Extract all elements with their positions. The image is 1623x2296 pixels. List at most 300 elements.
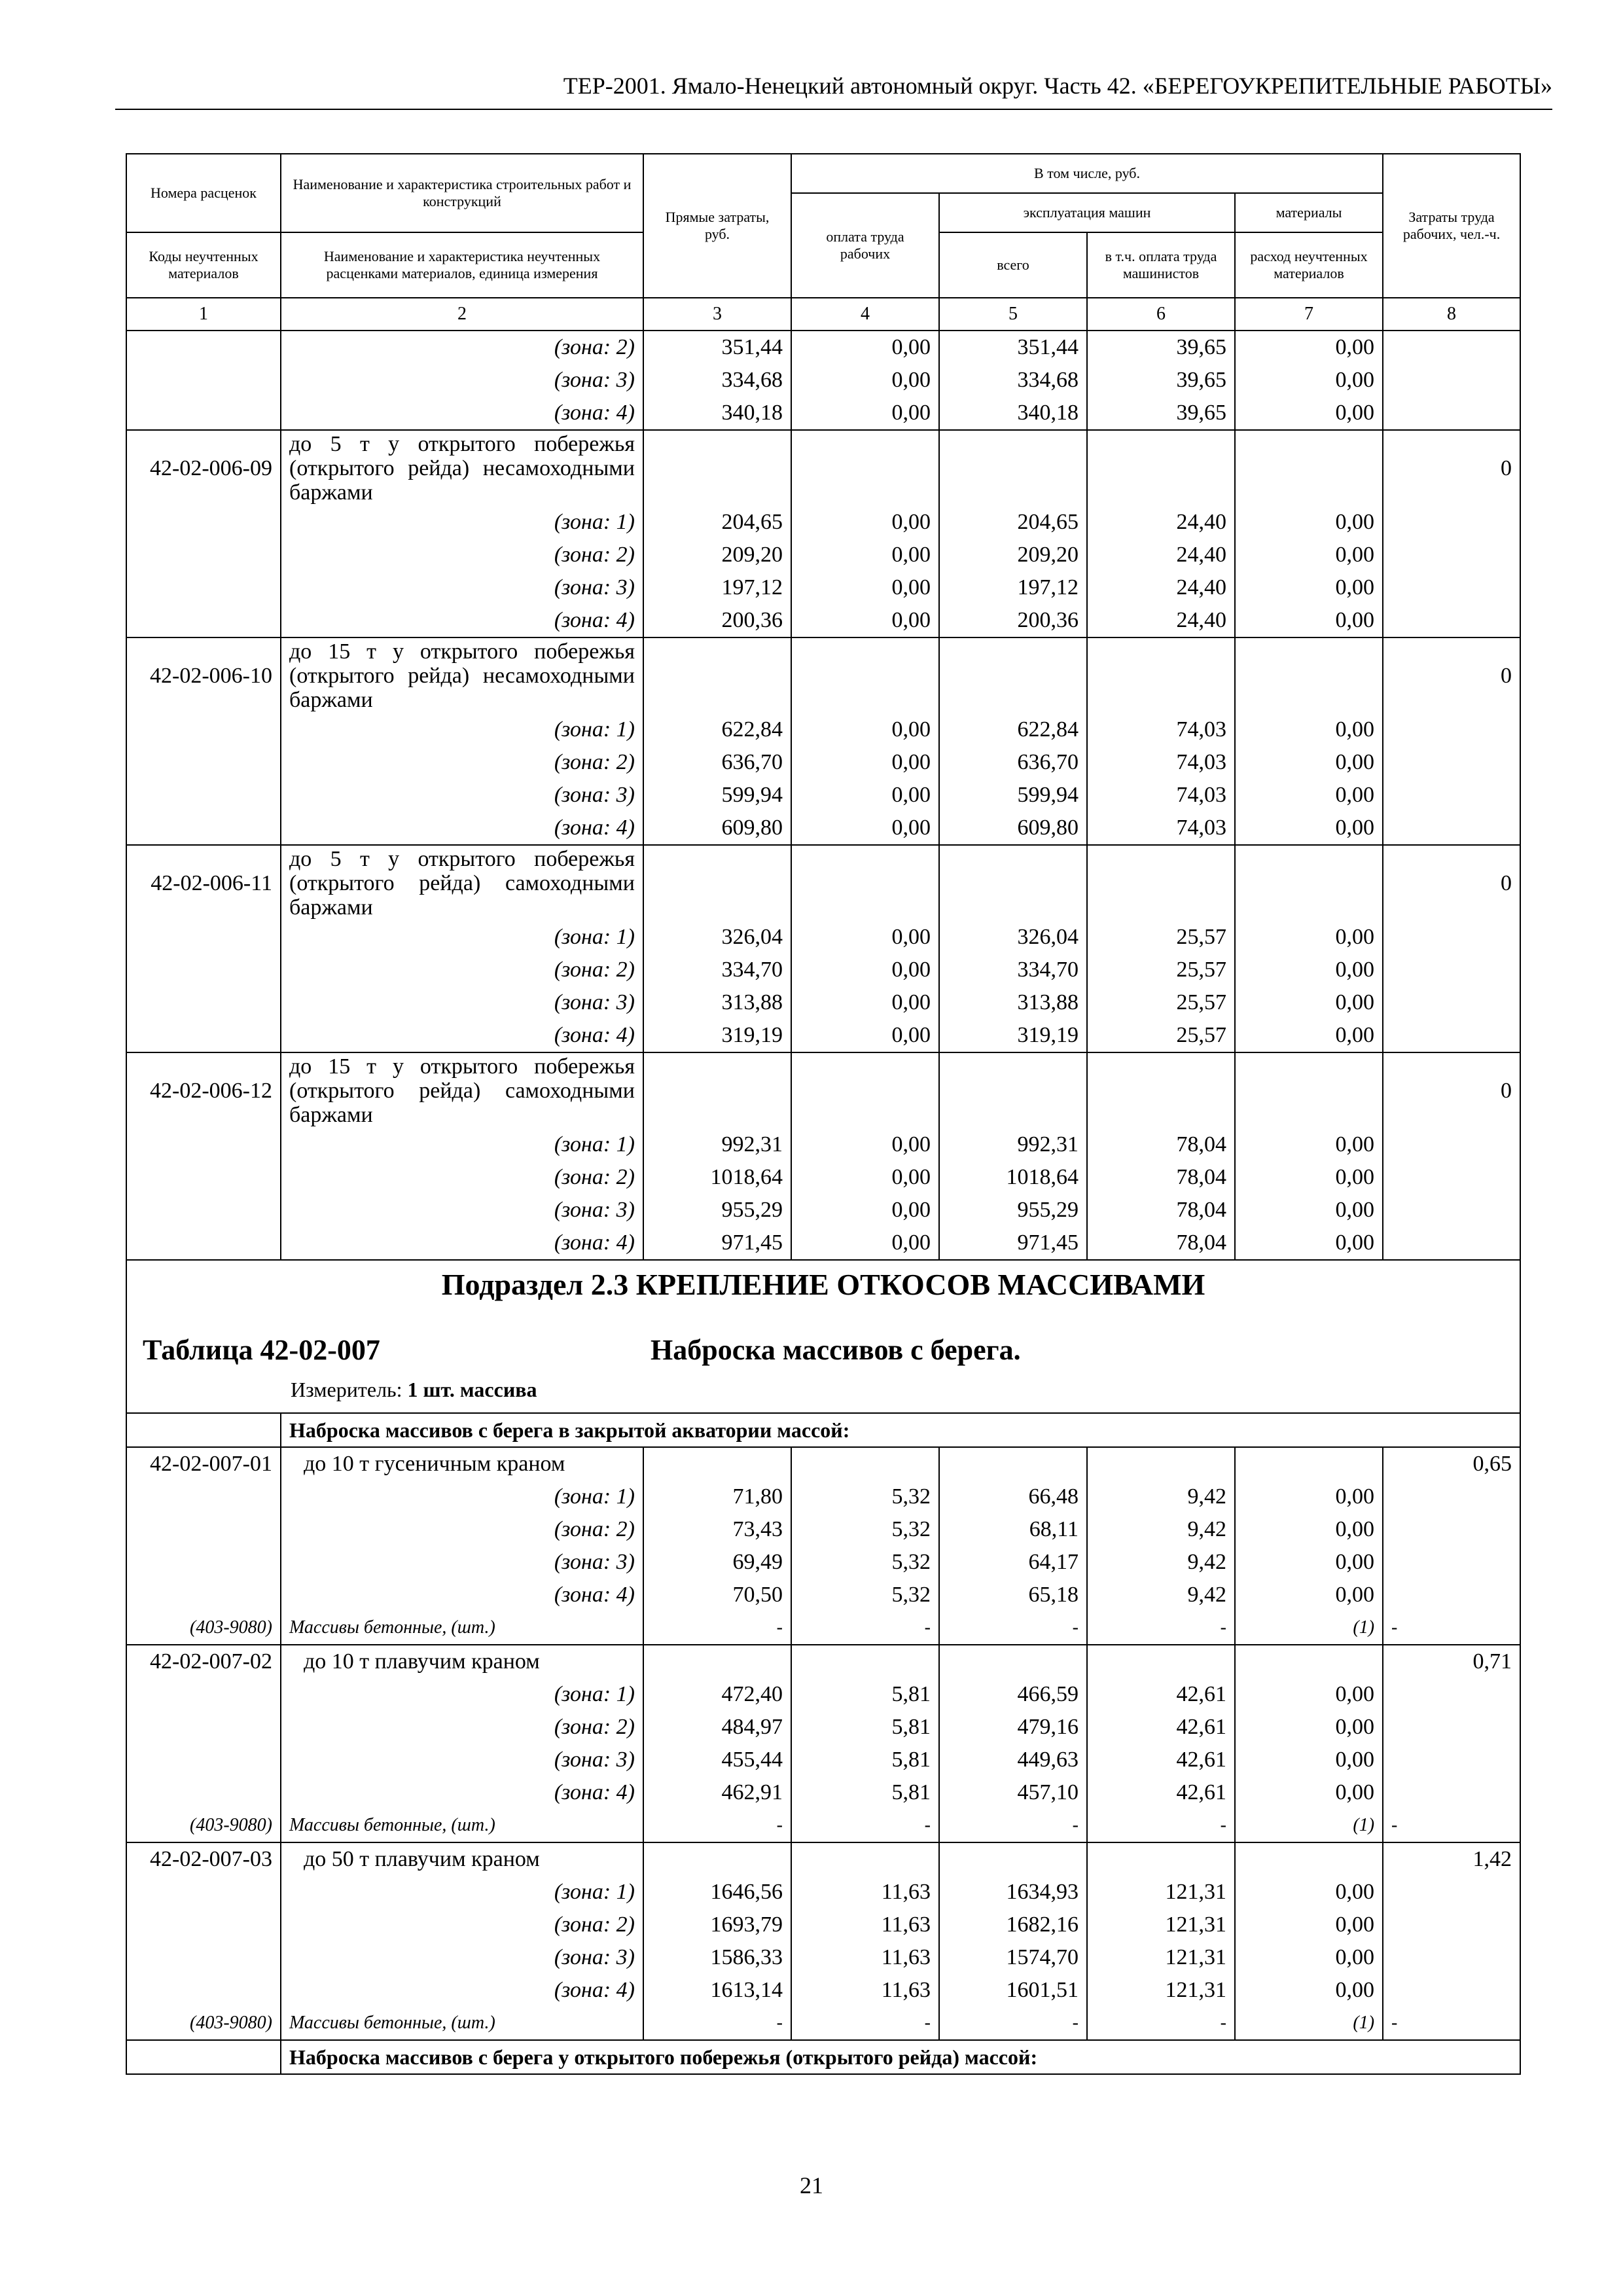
direct-costs-value: 1693,79: [643, 1909, 791, 1941]
table-label: Таблица 42-02-007: [143, 1334, 380, 1366]
materials-value: 0,00: [1235, 713, 1383, 746]
materials-value: 0,00: [1235, 986, 1383, 1019]
operator-pay-value: 24,40: [1087, 506, 1235, 539]
rate-code: 42-02-007-03: [126, 1842, 281, 1876]
direct-costs-value: 636,70: [643, 746, 791, 779]
direct-costs-value: 319,19: [643, 1019, 791, 1052]
empty-cell: [1235, 1052, 1383, 1128]
zone-label: (зона: 4): [281, 1227, 643, 1260]
direct-costs-value: 209,20: [643, 539, 791, 571]
labor-cell: [1383, 571, 1520, 604]
worker-pay-value: 0,00: [791, 812, 939, 845]
zone-row: [126, 1974, 1520, 2007]
rate-code-cell: [126, 1678, 281, 1711]
machines-total-value: 209,20: [939, 539, 1087, 571]
worker-pay-value: 0,00: [791, 506, 939, 539]
rate-row: [126, 845, 1520, 921]
material-name: Массивы бетонные, (шт.): [281, 2007, 643, 2040]
rate-description: до 15 т у открытого побережья (открытого рейда) несамоходными баржами: [281, 637, 643, 713]
operator-pay-value: 42,61: [1087, 1744, 1235, 1776]
materials-value: 0,00: [1235, 1194, 1383, 1227]
page-header: [115, 68, 1552, 110]
rate-code-cell: [126, 1776, 281, 1809]
direct-costs-value: 455,44: [643, 1744, 791, 1776]
materials-value: 0,00: [1235, 539, 1383, 571]
materials-value: 0,00: [1235, 1161, 1383, 1194]
materials-value: 0,00: [1235, 1678, 1383, 1711]
head-labor: Затраты труда рабочих, чел.-ч.: [1383, 154, 1520, 298]
column-number: 7: [1235, 298, 1383, 331]
direct-costs-value: 599,94: [643, 779, 791, 812]
rate-row: [126, 1842, 1520, 1876]
materials-value: 0,00: [1235, 364, 1383, 397]
materials-value: 0,00: [1235, 1711, 1383, 1744]
column-number: 2: [281, 298, 643, 331]
zone-label: (зона: 4): [281, 1019, 643, 1052]
materials-value: 0,00: [1235, 779, 1383, 812]
rate-code-cell: [126, 1876, 281, 1909]
materials-value: 0,00: [1235, 1579, 1383, 1611]
labor-cell: [1383, 364, 1520, 397]
zone-label: (зона: 1): [281, 1678, 643, 1711]
rate-code-cell: [126, 1579, 281, 1611]
empty-cell: [791, 430, 939, 506]
zone-label: (зона: 2): [281, 746, 643, 779]
labor-cell: [1383, 779, 1520, 812]
labor-cell: [1383, 1744, 1520, 1776]
direct-costs-value: 1646,56: [643, 1876, 791, 1909]
zone-label: (зона: 3): [281, 1546, 643, 1579]
direct-costs-value: 197,12: [643, 571, 791, 604]
operator-pay-value: 42,61: [1087, 1678, 1235, 1711]
empty-cell: [1087, 430, 1235, 506]
zone-label: (зона: 1): [281, 1480, 643, 1513]
material-direct-costs: -: [643, 1809, 791, 1842]
material-direct-costs: -: [643, 2007, 791, 2040]
labor-cell: [1383, 397, 1520, 430]
zone-label: (зона: 3): [281, 1744, 643, 1776]
worker-pay-value: 0,00: [791, 954, 939, 986]
worker-pay-value: 5,32: [791, 1513, 939, 1546]
zone-label: (зона: 3): [281, 779, 643, 812]
zone-label: (зона: 4): [281, 1974, 643, 2007]
materials-value: 0,00: [1235, 1227, 1383, 1260]
machines-total-value: 334,70: [939, 954, 1087, 986]
materials-value: 0,00: [1235, 812, 1383, 845]
zone-label: (зона: 2): [281, 1161, 643, 1194]
worker-pay-value: 0,00: [791, 1194, 939, 1227]
material-worker-pay: -: [791, 1809, 939, 1842]
empty-cell: [126, 1413, 281, 1447]
rate-code-cell: [126, 364, 281, 397]
material-name: Массивы бетонные, (шт.): [281, 1611, 643, 1645]
rate-code-cell: [126, 921, 281, 954]
machines-total-value: 313,88: [939, 986, 1087, 1019]
zone-row: [126, 331, 1520, 364]
labor-cell: [1383, 1194, 1520, 1227]
labor-cell: [1383, 812, 1520, 845]
direct-costs-value: 1586,33: [643, 1941, 791, 1974]
rate-row: [126, 1447, 1520, 1480]
subheading: Наброска массивов с берега в закрытой акватории массой:: [281, 1413, 1520, 1447]
rate-code-cell: [126, 1513, 281, 1546]
machines-total-value: 204,65: [939, 506, 1087, 539]
empty-cell: [939, 430, 1087, 506]
rate-code: 42-02-007-01: [126, 1447, 281, 1480]
empty-cell: [939, 845, 1087, 921]
materials-value: 0,00: [1235, 571, 1383, 604]
materials-value: 0,00: [1235, 331, 1383, 364]
rate-code-cell: [126, 506, 281, 539]
rate-code-cell: [126, 954, 281, 986]
worker-pay-value: 5,81: [791, 1678, 939, 1711]
column-number: 3: [643, 298, 791, 331]
material-code: (403-9080): [126, 2007, 281, 2040]
rate-row: [126, 430, 1520, 506]
rate-code-cell: [126, 1161, 281, 1194]
rate-code-cell: [126, 1974, 281, 2007]
operator-pay-value: 25,57: [1087, 954, 1235, 986]
rate-code-cell: [126, 397, 281, 430]
measure-value: 1 шт. массива: [407, 1378, 537, 1401]
materials-value: 0,00: [1235, 954, 1383, 986]
rates-table: [126, 153, 1521, 2075]
worker-pay-value: 0,00: [791, 986, 939, 1019]
head-operator-pay: в т.ч. оплата труда машинистов: [1087, 232, 1235, 298]
operator-pay-value: 78,04: [1087, 1128, 1235, 1161]
direct-costs-value: 1613,14: [643, 1974, 791, 2007]
material-code: (403-9080): [126, 1809, 281, 1842]
rate-row: [126, 637, 1520, 713]
empty-cell: [1235, 430, 1383, 506]
column-number: 1: [126, 298, 281, 331]
operator-pay-value: 39,65: [1087, 397, 1235, 430]
machines-total-value: 992,31: [939, 1128, 1087, 1161]
table-name: Наброска массивов с берега.: [651, 1334, 1021, 1366]
operator-pay-value: 121,31: [1087, 1876, 1235, 1909]
head-direct-costs: Прямые затраты, руб.: [643, 154, 791, 298]
zone-row: [126, 364, 1520, 397]
empty-cell: [643, 430, 791, 506]
empty-cell: [1235, 1842, 1383, 1876]
material-labor: -: [1383, 1611, 1520, 1645]
empty-cell: [643, 637, 791, 713]
direct-costs-value: 334,70: [643, 954, 791, 986]
materials-value: 0,00: [1235, 746, 1383, 779]
table-head: [126, 154, 1520, 331]
labor-cell: [1383, 1711, 1520, 1744]
zone-label: (зона: 3): [281, 364, 643, 397]
worker-pay-value: 0,00: [791, 779, 939, 812]
empty-cell: [791, 845, 939, 921]
zone-row: [126, 1678, 1520, 1711]
material-row: [126, 1611, 1520, 1645]
labor-cell: [1383, 986, 1520, 1019]
labor-cell: [1383, 1678, 1520, 1711]
zone-row: [126, 779, 1520, 812]
worker-pay-value: 0,00: [791, 331, 939, 364]
head-rate-number: Номера расценок: [126, 154, 281, 232]
machines-total-value: 65,18: [939, 1579, 1087, 1611]
rate-code-cell: [126, 1194, 281, 1227]
materials-value: 0,00: [1235, 1776, 1383, 1809]
direct-costs-value: 71,80: [643, 1480, 791, 1513]
labor-cell: [1383, 921, 1520, 954]
labor-cell: [1383, 713, 1520, 746]
material-machines-total: -: [939, 1809, 1087, 1842]
column-number: 5: [939, 298, 1087, 331]
direct-costs-value: 462,91: [643, 1776, 791, 1809]
zone-row: [126, 1876, 1520, 1909]
labor-cell: [1383, 1579, 1520, 1611]
zone-row: [126, 1776, 1520, 1809]
zone-label: (зона: 3): [281, 1194, 643, 1227]
operator-pay-value: 25,57: [1087, 986, 1235, 1019]
machines-total-value: 326,04: [939, 921, 1087, 954]
direct-costs-value: 340,18: [643, 397, 791, 430]
rate-code: 42-02-007-02: [126, 1645, 281, 1678]
material-name: Массивы бетонные, (шт.): [281, 1809, 643, 1842]
column-number: 8: [1383, 298, 1520, 331]
worker-pay-value: 0,00: [791, 571, 939, 604]
direct-costs-value: 204,65: [643, 506, 791, 539]
zone-row: [126, 1711, 1520, 1744]
rate-code-cell: [126, 331, 281, 364]
zone-label: (зона: 1): [281, 921, 643, 954]
material-operator-pay: -: [1087, 1809, 1235, 1842]
operator-pay-value: 78,04: [1087, 1194, 1235, 1227]
materials-value: 0,00: [1235, 1480, 1383, 1513]
zone-label: (зона: 1): [281, 713, 643, 746]
empty-cell: [791, 1645, 939, 1678]
machines-total-value: 340,18: [939, 397, 1087, 430]
rate-code-cell: [126, 986, 281, 1019]
empty-cell: [791, 637, 939, 713]
labor-cell: [1383, 1227, 1520, 1260]
zone-label: (зона: 3): [281, 986, 643, 1019]
material-worker-pay: -: [791, 2007, 939, 2040]
machines-total-value: 197,12: [939, 571, 1087, 604]
labor-cell: [1383, 604, 1520, 637]
material-labor: -: [1383, 1809, 1520, 1842]
labor-cell: [1383, 1513, 1520, 1546]
section-block: [126, 1260, 1520, 1413]
empty-cell: [1087, 637, 1235, 713]
worker-pay-value: 0,00: [791, 604, 939, 637]
worker-pay-value: 11,63: [791, 1941, 939, 1974]
machines-total-value: 1634,93: [939, 1876, 1087, 1909]
worker-pay-value: 5,32: [791, 1546, 939, 1579]
rate-code: 42-02-006-12: [126, 1052, 281, 1128]
worker-pay-value: 5,32: [791, 1480, 939, 1513]
worker-pay-value: 0,00: [791, 539, 939, 571]
labor-cell: [1383, 1974, 1520, 2007]
measure-label: Измеритель:: [291, 1378, 402, 1401]
worker-pay-value: 0,00: [791, 1128, 939, 1161]
zone-row: [126, 986, 1520, 1019]
table-body-007: [126, 1413, 1520, 2074]
zone-label: (зона: 2): [281, 1513, 643, 1546]
operator-pay-value: 121,31: [1087, 1974, 1235, 2007]
machines-total-value: 599,94: [939, 779, 1087, 812]
labor-cell: [1383, 1909, 1520, 1941]
zone-row: [126, 1941, 1520, 1974]
operator-pay-value: 9,42: [1087, 1546, 1235, 1579]
empty-cell: [643, 1645, 791, 1678]
zone-row: [126, 1546, 1520, 1579]
rate-code-cell: [126, 1941, 281, 1974]
head-material-consumption: расход неучтенных материалов: [1235, 232, 1383, 298]
rate-code-cell: [126, 1546, 281, 1579]
worker-pay-value: 0,00: [791, 746, 939, 779]
materials-value: 0,00: [1235, 1876, 1383, 1909]
direct-costs-value: 971,45: [643, 1227, 791, 1260]
column-number: 4: [791, 298, 939, 331]
zone-label: (зона: 4): [281, 397, 643, 430]
rate-code-cell: [126, 779, 281, 812]
worker-pay-value: 5,81: [791, 1744, 939, 1776]
zone-row: [126, 921, 1520, 954]
machines-total-value: 479,16: [939, 1711, 1087, 1744]
rate-description: до 5 т у открытого побережья (открытого рейда) несамоходными баржами: [281, 430, 643, 506]
labor-cell: [1383, 1546, 1520, 1579]
rate-code-cell: [126, 812, 281, 845]
zone-row: [126, 812, 1520, 845]
machines-total-value: 334,68: [939, 364, 1087, 397]
operator-pay-value: 24,40: [1087, 539, 1235, 571]
zone-label: (зона: 1): [281, 1128, 643, 1161]
worker-pay-value: 0,00: [791, 713, 939, 746]
empty-cell: [939, 637, 1087, 713]
empty-cell: [1087, 1842, 1235, 1876]
machines-total-value: 351,44: [939, 331, 1087, 364]
operator-pay-value: 42,61: [1087, 1776, 1235, 1809]
operator-pay-value: 74,03: [1087, 779, 1235, 812]
labor-cell: [1383, 746, 1520, 779]
material-direct-costs: -: [643, 1611, 791, 1645]
labor-value: 0: [1383, 430, 1520, 506]
zone-row: [126, 506, 1520, 539]
machines-total-value: 609,80: [939, 812, 1087, 845]
labor-cell: [1383, 506, 1520, 539]
machines-total-value: 64,17: [939, 1546, 1087, 1579]
column-number: 6: [1087, 298, 1235, 331]
zone-row: [126, 1579, 1520, 1611]
empty-cell: [1087, 1052, 1235, 1128]
worker-pay-value: 0,00: [791, 1227, 939, 1260]
machines-total-value: 66,48: [939, 1480, 1087, 1513]
direct-costs-value: 70,50: [643, 1579, 791, 1611]
direct-costs-value: 955,29: [643, 1194, 791, 1227]
operator-pay-value: 39,65: [1087, 364, 1235, 397]
worker-pay-value: 0,00: [791, 1019, 939, 1052]
machines-total-value: 971,45: [939, 1227, 1087, 1260]
rate-code: 42-02-006-09: [126, 430, 281, 506]
zone-row: [126, 397, 1520, 430]
rate-description: до 10 т гусеничным краном: [281, 1447, 643, 1480]
empty-cell: [1235, 637, 1383, 713]
machines-total-value: 1574,70: [939, 1941, 1087, 1974]
zone-label: (зона: 4): [281, 604, 643, 637]
empty-cell: [791, 1447, 939, 1480]
materials-value: 0,00: [1235, 397, 1383, 430]
materials-value: 0,00: [1235, 506, 1383, 539]
operator-pay-value: 25,57: [1087, 1019, 1235, 1052]
machines-total-value: 1682,16: [939, 1909, 1087, 1941]
labor-cell: [1383, 539, 1520, 571]
rate-row: [126, 1052, 1520, 1128]
running-title: ТЕР-2001. Ямало-Ненецкий автономный округ. Часть 42. «БЕРЕГОУКРЕПИТЕЛЬНЫЕ РАБОТЫ»: [563, 73, 1552, 99]
direct-costs-value: 326,04: [643, 921, 791, 954]
worker-pay-value: 11,63: [791, 1876, 939, 1909]
labor-value: 0: [1383, 845, 1520, 921]
zone-row: [126, 1744, 1520, 1776]
zone-label: (зона: 3): [281, 571, 643, 604]
machines-total-value: 1601,51: [939, 1974, 1087, 2007]
material-row: [126, 2007, 1520, 2040]
direct-costs-value: 313,88: [643, 986, 791, 1019]
materials-value: 0,00: [1235, 1546, 1383, 1579]
operator-pay-value: 74,03: [1087, 746, 1235, 779]
direct-costs-value: 200,36: [643, 604, 791, 637]
materials-value: 0,00: [1235, 921, 1383, 954]
head-including: В том числе, руб.: [791, 154, 1383, 193]
worker-pay-value: 0,00: [791, 397, 939, 430]
rate-code-cell: [126, 1711, 281, 1744]
worker-pay-value: 0,00: [791, 921, 939, 954]
labor-value: 0: [1383, 1052, 1520, 1128]
material-consumption: (1): [1235, 1611, 1383, 1645]
empty-cell: [643, 845, 791, 921]
rate-row: [126, 1645, 1520, 1678]
rate-code-cell: [126, 746, 281, 779]
direct-costs-value: 484,97: [643, 1711, 791, 1744]
rate-description: до 15 т у открытого побережья (открытого рейда) самоходными баржами: [281, 1052, 643, 1128]
rate-description: до 5 т у открытого побережья (открытого рейда) самоходными баржами: [281, 845, 643, 921]
measure-unit: [291, 1373, 537, 1406]
empty-cell: [939, 1645, 1087, 1678]
material-worker-pay: -: [791, 1611, 939, 1645]
machines-total-value: 457,10: [939, 1776, 1087, 1809]
machines-total-value: 1018,64: [939, 1161, 1087, 1194]
section-title: Подраздел 2.3 КРЕПЛЕНИЕ ОТКОСОВ МАССИВАМИ: [441, 1268, 1205, 1301]
machines-total-value: 449,63: [939, 1744, 1087, 1776]
zone-row: [126, 713, 1520, 746]
operator-pay-value: 24,40: [1087, 604, 1235, 637]
machines-total-value: 200,36: [939, 604, 1087, 637]
rate-code: 42-02-006-10: [126, 637, 281, 713]
materials-value: 0,00: [1235, 1909, 1383, 1941]
material-machines-total: -: [939, 2007, 1087, 2040]
zone-row: [126, 1480, 1520, 1513]
labor-cell: [1383, 1161, 1520, 1194]
zone-row: [126, 604, 1520, 637]
zone-label: (зона: 4): [281, 1579, 643, 1611]
operator-pay-value: 39,65: [1087, 331, 1235, 364]
empty-cell: [1235, 845, 1383, 921]
labor-cell: [1383, 331, 1520, 364]
materials-value: 0,00: [1235, 1128, 1383, 1161]
material-consumption: (1): [1235, 2007, 1383, 2040]
labor-value: 0,71: [1383, 1645, 1520, 1678]
machines-total-value: 622,84: [939, 713, 1087, 746]
rate-code-cell: [126, 1128, 281, 1161]
worker-pay-value: 5,81: [791, 1776, 939, 1809]
head-machines-total: всего: [939, 232, 1087, 298]
zone-row: [126, 1128, 1520, 1161]
labor-value: 0,65: [1383, 1447, 1520, 1480]
materials-value: 0,00: [1235, 1974, 1383, 2007]
